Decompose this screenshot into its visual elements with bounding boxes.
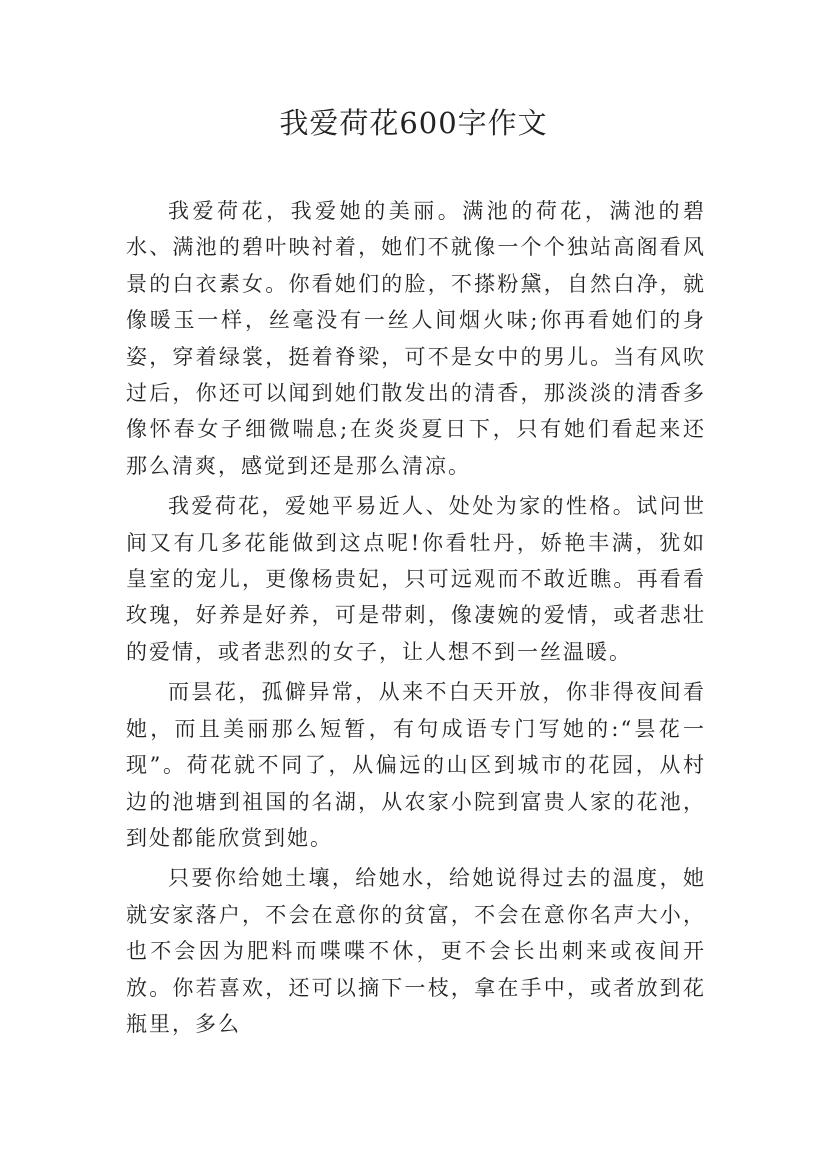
document-title: 我爱荷花600字作文	[279, 106, 548, 140]
paragraph-4: 只要你给她土壤，给她水，给她说得过去的温度，她就安家落户，不会在意你的贫富，不会在意你名声大小，也不会因为肥料而喋喋不休，更不会长出刺来或夜间开放。你若喜欢，还可以摘下一枝，拿在手中，或者放到花瓶里，多么	[126, 866, 706, 1036]
paragraph-3: 而昙花，孤僻异常，从来不白天开放，你非得夜间看她，而且美丽那么短暂，有句成语专门写她的:“昙花一现”。荷花就不同了，从偏远的山区到城市的花园，从村边的池塘到祖国的名湖，从农家小院到富贵人家的花池，到处都能欣赏到她。	[126, 680, 706, 850]
paragraph-1: 我爱荷花，我爱她的美丽。满池的荷花，满池的碧水、满池的碧叶映衬着，她们不就像一个个独站高阁看风景的白衣素女。你看她们的脸，不搽粉黛，自然白净，就像暖玉一样，丝毫没有一丝人间烟火味;你再看她们的身姿，穿着绿裳，挺着脊梁，可不是女中的男儿。当有风吹过后，你还可以闻到她们散发出的清香，那淡淡的清香多像怀春女子细微喘息;在炎炎夏日下，只有她们看起来还那么清爽，感觉到还是那么清凉。	[126, 199, 706, 478]
paragraph-2: 我爱荷花，爱她平易近人、处处为家的性格。试问世间又有几多花能做到这点呢!你看牡丹，娇艳丰满，犹如皇室的宠儿，更像杨贵妃，只可远观而不敢近瞧。再看看玫瑰，好养是好养，可是带刺，像凄婉的爱情，或者悲壮的爱情，或者悲烈的女子，让人想不到一丝温暖。	[126, 494, 706, 664]
document-body	[126, 193, 706, 1046]
